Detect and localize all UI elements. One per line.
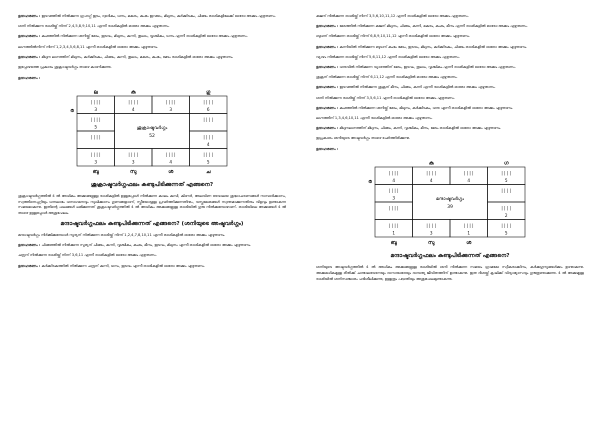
paragraph [18,55,286,61]
planet-label-bottom: ശ [466,240,472,247]
tally-marks: | | | | [501,188,512,194]
example-label: ഉദാഹരണം : [316,24,339,29]
cell-value: 1 [467,230,471,236]
paragraph [316,45,584,51]
paragraph [316,116,584,122]
left-paragraphs-2 [18,233,286,269]
paragraph [18,264,286,270]
paragraph-text: ശുക്രന് നിൽക്കുന്ന രാശിയ്ക്ക് നിന്ന് 6,11,12 എന്നീ രാശികളിൽ ഓരോ അക്കം എഴുതണം. [316,75,458,80]
planet-label-top: ഗു [206,89,211,96]
paragraph-text: ചിങ്ങത്തിൽ നിൽക്കുന്ന സൂര്യന് ചിങ്ങം, കന്നി, വൃശ്ചികം, കംഭം, മീനം, ഇടവം, മിഥുനം എന്നീ രാശികളിൽ ഓരോ അക്കം എഴുതണം. [41,243,252,248]
tally-marks: | | | | [90,134,101,140]
example-label: ഉദാഹരണം : [18,54,41,59]
tally-marks: | | | | [501,223,512,229]
tally-marks: | | | | [128,151,139,157]
cell-value: 3 [131,159,135,165]
tally-marks: | | | | [203,99,214,105]
paragraph-text: മേടത്തിൽ നിൽക്കുന്ന കുജന് മിഥുനം, ചിങ്ങം, കന്നി, മകരം, കംഭം, മീനം എന്നീ രാശികളിൽ ഓരോ അക്കം എഴുതണം. [339,24,528,29]
paragraph [316,65,584,71]
paragraph [18,253,286,259]
cell-value: 4 [467,178,471,184]
left-body-text: ശുക്രാഷ്ടവർഗ്ഗത്തിൽ 4 ൽ അധികം അക്കങ്ങളുള്ള രാശികളിൽ ഉള്ളപ്പോൾ നിൽക്കുന്ന കാലം കമ്പി, കിണർ, അലവിണ ദേവാലയ ശുദ്ധാചരണങ്ങൾ സമ്പാദിക്കാനം, സ്വത്തിനെപ്പറ്റിയും ധനലാഭം ധനാഗമനവും സുഖിക്കാനം ഗുണങ്ങളാണ്, സ്ത്രീയോടുള്ള പ്രവർത്തിക്കുന്നതിനും, വസ്ത്രമേശങ്ങൾ സ്വന്തമാക്കുന്നതിനും വിളവും ഉണ്ടാകുന്ന സമയമാകുന്നു. ഇതിന്റെ ഫലങ്ങൾ ലഭിക്കുന്നത് ശുക്രാഷ്ടവർഗ്ഗത്തിൽ 4 ൽ അധികം അക്കങ്ങളുള്ള രാശിയിൽ ഗുരു നിൽക്കുമ്പോഴാണ്. രാശിയിലെ അക്കങ്ങൾ 4 ൽ താഴെ ഉള്ളപ്പോൾ അശുഭഫലം. [18,194,286,215]
ashtavarga-grid [316,157,584,249]
planet-label-bottom: സു [130,169,137,176]
paragraph-text: ശനി നിൽക്കുന്ന രാശിയ്ക്ക് നിന്ന് 2,4,5,8,9,10,11 എന്നീ രാശികളിൽ ഓരോ അക്കം എഴുതണം. [18,24,170,29]
planet-label-top: ഗ [503,160,509,167]
tally-marks: | | | | [501,170,512,176]
tally-marks: | | | | [388,205,399,211]
paragraph [316,96,584,102]
ashtavarga-grid [18,86,286,178]
paragraph [18,243,286,249]
tally-marks: | | | | [165,151,176,157]
paragraph [18,14,286,20]
tally-marks: | | | | [203,116,214,122]
paragraph-text: ധനുവിൽ നിൽക്കുന്ന വ്യാഴത്തിന് മേടം, ഇടവം, തുലാം, വൃശ്ചികം എന്നീ രാശികളിൽ ഓരോ അക്കം എഴുതണം. [339,64,516,69]
left-chart-caption: ശുക്രാഷ്ടവർഗ്ഗഫലം കണ്ടുപിടിക്കുന്നത് എങ്ങനെ? [90,182,214,189]
cell-value: 3 [94,107,98,112]
paragraph-text: മന്ദാഷ്ടവർഗ്ഗം നിർമ്മിക്കുമ്പോൾ സൂര്യന് നിൽക്കുന്ന രാശിയ്ക്ക് നിന്ന് 1,2,4,7,8,10,11 എന്നീ രാശികളിൽ ഓരോ അക്കം എഴുതണം. [18,233,226,238]
planet-label-bottom: ബു [92,169,99,176]
centre-value: 39 [447,205,453,211]
tally-marks: | | | | [90,116,101,122]
planet-label-top: കു [428,160,434,167]
paragraph-text: കുജന് നിൽക്കുന്ന രാശിയ്ക്ക് നിന്ന് 3,5,6,10,11,12 എന്നീ രാശികളിൽ ഓരോ അക്കം എഴുതണം. [316,14,469,18]
tally-marks: | | | | [501,205,512,211]
tally-marks: | | | | [90,151,101,157]
paragraph-text: ബുധന് നിൽക്കുന്ന രാശിയ്ക്ക് നിന്ന് 6,8,9,10,11,12 എന്നീ രാശികളിൽ ഓരോ അക്കം എഴുതണം. [316,34,471,39]
planet-label-bottom: ബു [390,240,397,247]
paragraph [316,34,584,40]
cell-value: 1 [392,230,396,236]
example-label: ഉദാഹരണം : [316,126,339,131]
tally-marks: | | | | [463,170,474,176]
left-heading-2: മന്ദാഷ്ടവർഗ്ഗഫലം കണ്ടുപിടിക്കുന്നത് എങ്ങനെ? (ശനിയുടെ അഷ്ടവർഗ്ഗം) [60,221,244,228]
cell-value: 3 [169,107,173,112]
paragraph-text: ഇടവത്തിൽ നിൽക്കുന്ന ശുക്രന് മീനം, ചിങ്ങം, കന്നി എന്നീ രാശികളിൽ ഓരോ അക്കം എഴുതണം. [339,85,496,90]
paragraph-text: ശനി നിൽക്കുന്ന രാശിയ്ക്ക് നിന്ന് 3,5,6,11 എന്നീ രാശികളിൽ ഓരോ അക്കം എഴുതണം. [316,95,455,100]
right-chart-caption: മന്ദാഷ്ടവർഗ്ഗഫലം കണ്ടുപിടിക്കുന്നത് എങ്ങനെ? [390,253,510,260]
planet-label-top: കു [130,89,136,96]
paragraph [316,85,584,91]
centre-label: മന്ദാഷ്ടവർഗ്ഗം [435,197,465,203]
cell-value: 3 [429,230,433,236]
example-label: ഉദാഹരണം : [18,14,41,18]
paragraph [316,14,584,20]
right-column [316,14,584,287]
paragraph-text: കന്നിയിൽ നിൽക്കുന്ന ബുധന് കുംഭം മേടം, ഇടവം, മിഥുനം, കർക്കിടകം, ചിങ്ങം രാശികളിൽ ഓരോ അക്കം എഴുതണം. [339,44,528,49]
cell-value: 4 [392,178,396,184]
cell-value: 4 [169,159,173,165]
tally-marks: | | | | [90,99,101,105]
tally-marks: | | | | [463,223,474,229]
cell-value: 4 [429,178,433,184]
paragraph [18,233,286,239]
cell-value: 5 [206,159,210,165]
paragraph [18,24,286,30]
tally-marks: | | | | [203,151,214,157]
paragraph-text: മിഥുനലഗ്നത്തിന് മിഥുനം, ചിങ്ങം, കന്നി, വൃശ്ചികം, മീനം, മേടം രാശികളിൽ ഓരോ അക്കം എഴുതണം. [339,126,502,131]
tally-marks: | | | | [388,188,399,194]
paragraph [316,55,584,61]
example-label: ഉദാഹരണം : [316,64,339,69]
right-paragraphs [316,14,584,132]
tally-marks: | | | | [203,134,214,140]
planet-label-top: ല [93,89,98,96]
example-label: ഉദാഹരണം : [18,34,41,39]
left-paragraphs [18,14,286,60]
paragraph-text: കംഭത്തിൽ നിൽക്കുന്ന ശനിയ്ക്ക് മേടം, മിഥുനം, കർക്കിടകം, ധനു എന്നീ രാശികളിൽ ഓരോ അക്കം എഴുതണം. [339,105,514,110]
example-label: ഉദാഹരണം : [18,263,41,268]
paragraph-text: മിഥുന ലഗ്നത്തിന് മിഥുനം, കർക്കിടകം, ചിങ്ങം, കന്നി, തുലാം, മകരം, കംഭം, മേടം രാശികളിൽ ഓരോ അക്കം എഴുതണം. [41,54,234,59]
paragraph-text: വ്യാഴം നിൽക്കുന്ന രാശിയ്ക്ക് നിന്ന് 5,6,11,12 എന്നീ രാശികളിൽ ഓരോ അക്കം എഴുതണം. [316,54,460,59]
paragraph [316,126,584,132]
centre-box [115,114,190,149]
example-label: ഉദാഹരണം : [18,243,41,248]
centre-label: ശുക്രാഷ്ടവർഗ്ഗം [136,126,168,132]
paragraph [316,106,584,112]
left-example-label: ഉദാഹരണം : [18,75,41,80]
paragraph [316,24,584,30]
cell-value: 5 [504,230,508,236]
paragraph-text: കർക്കിടകത്തിൽ നിൽക്കുന്ന ചന്ദ്രന് കന്നി, ധനം, ഇടവം എന്നീ രാശികളിൽ ഓരോ അക്കം എഴുതണം. [41,263,206,268]
centre-value: 52 [149,134,155,140]
paragraph-text: ലഗ്നത്തിൽനിന്ന് നിന്ന് 1,2,3,4,5,6,8,11 എന്നീ രാശികളിൽ ഓരോ അക്കം എഴുതണം. [18,44,159,49]
cell-value: 4 [131,107,135,112]
tally-marks: | | | | [128,99,139,105]
planet-label-bottom: ച [206,169,211,176]
planet-label-left: ര [70,108,74,115]
shukra-ashtavarga-chart [18,86,286,178]
left-column [18,14,286,274]
paragraph-text: ലഗ്നത്തിന് 1,3,4,6,10,11 എന്നീ രാശികളിൽ ഓരോ അക്കം എഴുതണം. [316,115,433,120]
tally-marks: | | | | [165,99,176,105]
planet-label-bottom: ശ [168,169,174,176]
right-note: ഇപ്രകാരം ശനിയുടെ അഷ്ടവർഗ്ഗം താഴെ ചേർത്തിരിക്കുന്നു. [316,136,411,141]
paragraph [18,45,286,51]
cell-value: 4 [206,142,210,147]
tally-marks: | | | | [388,170,399,176]
paragraph-text: കംഭത്തിൽ നിൽക്കുന്ന ശനിയ്ക്ക് മേടം, ഇടവം, മിഥുനം, കന്നി, തുലാം, വൃശ്ചികം, ധനം എന്നീ രാശികളിൽ ഓരോ അക്കം എഴുതണം. [41,34,248,39]
right-body-text: ശനിയുടെ അഷ്ടവർഗ്ഗത്തിൽ 4 ൽ അധികം അക്കങ്ങളുള്ള രാശിയിൽ ശനി നിൽക്കുന്ന സമയം ഗ്രാമമോ സ്വീകരാക്കിനം, കർക്കഗുന്യങ്ങൾക്കം ഉണ്ടാകുന്നു. അക്കമധികമുള്ള രീതിക്ക് ചണ്ടാലവേദനയും ദാസന്മാരേയും ദാമ്പത്യ ജീവിതത്തിന് ഉണ്ടാകുന്നു. ഇത ദിശയ്ക്ക് കൃഷിക്ക് വിദ്യാഭ്യാസവും ഗുരുതുണ്ടാക്കുന്നു. 4 ൽ അക്കമുള്ള രാശിയിൽ ശനിസഞ്ചാരം പരിശീലിക്കുന്നു, ഉള്ളതും പദ്ധതിയും അശുഭഫലമുണ്ടാകുന്നു. [316,265,584,281]
manda-ashtavarga-chart [316,157,584,249]
cell-value: 2 [504,213,508,219]
cell-value: 5 [94,124,98,130]
example-label: ഉദാഹരണം : [316,105,339,110]
cell-value: 5 [504,178,508,184]
example-label: ഉദാഹരണം : [316,85,339,90]
centre-box [413,185,488,220]
cell-value: 3 [94,159,98,165]
tally-marks: | | | | [426,170,437,176]
cell-value: 3 [392,195,396,201]
planet-label-left: ര [368,179,372,186]
paragraph [18,34,286,40]
cell-value: 6 [206,107,210,112]
tally-marks: | | | | [388,223,399,229]
left-note: ഇപ്പോഴത്തെ പ്രകാരം ശുക്രാഷ്ടവർഗ്ഗം താഴെ കാണിക്കുന്നു. [18,64,112,69]
planet-label-bottom: സു [428,240,435,247]
example-label: ഉദാഹരണം : [316,44,339,49]
tally-marks: | | | | [426,223,437,229]
paragraph-text: ഇടവത്തിൽ നിൽക്കുന്ന ഗ്രഹഗ്ഗ് ഇടം, ദ്വാദികം, ധനം, മകരം, കംഭം ഇവയം, മിഥുനം, കർക്കിടകം, ചിങ്ങം രാശികളിലേക്ക് ഓരോ അക്കം എഴുതണം. [41,14,276,18]
right-example-label: ഉദാഹരണം : [316,146,339,151]
paragraph-text: ചന്ദ്രന് നിൽക്കുന്ന രാശിയ്ക്ക് നിന്ന് 3,6,11 എന്നീ രാശികളിൽ ഓരോ അക്കം എഴുതണം. [18,253,157,258]
paragraph [316,75,584,81]
